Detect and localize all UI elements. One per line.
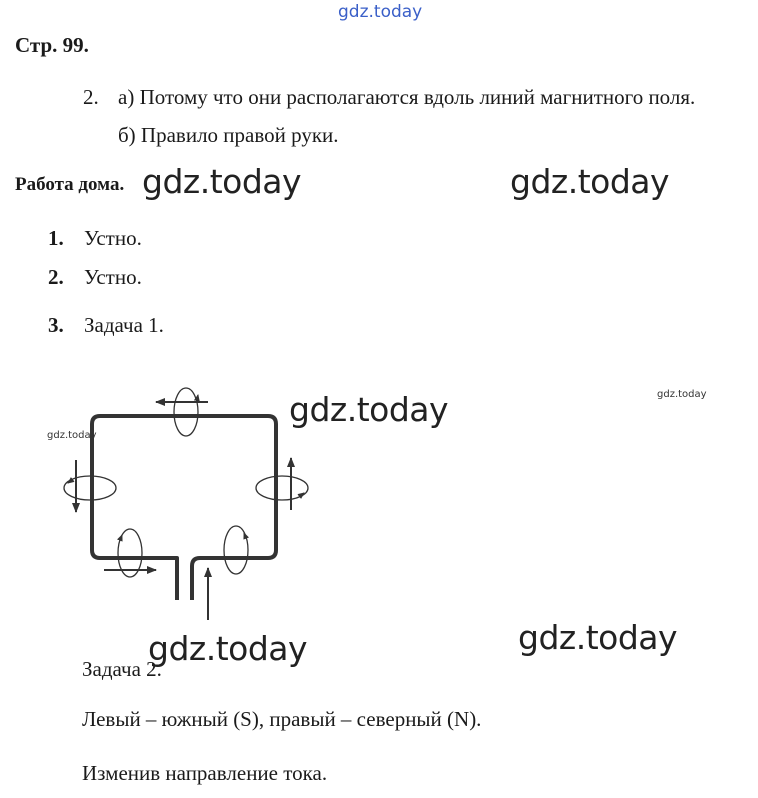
homework-item-3-number: 3.: [48, 313, 64, 337]
conductor-wire: [92, 416, 276, 600]
page-reference: Стр. 99.: [15, 33, 89, 57]
watermark-1: gdz.today: [142, 162, 302, 201]
field-line-top: [174, 388, 198, 436]
watermark-3: gdz.today: [289, 390, 449, 429]
task-2-line-2: Изменив направление тока.: [82, 761, 328, 785]
field-line-right: [256, 476, 308, 500]
task-2-title: Задача 2.: [82, 657, 162, 681]
watermark-top: gdz.today: [338, 2, 423, 22]
homework-item-2-text: Устно.: [84, 265, 142, 289]
answer-2a: а) Потому что они располагаются вдоль линий магнитного поля.: [118, 85, 696, 109]
homework-item-1-number: 1.: [48, 226, 64, 250]
homework-item-2-number: 2.: [48, 265, 64, 289]
watermark-2: gdz.today: [510, 162, 670, 201]
homework-title: Работа дома.: [15, 174, 125, 195]
homework-item-3-text: Задача 1.: [84, 313, 164, 337]
watermark-5: gdz.today: [518, 618, 678, 657]
watermark-small-2: gdz.today: [47, 430, 97, 441]
watermark-4: gdz.today: [148, 629, 308, 668]
watermark-small-1: gdz.today: [657, 389, 707, 400]
task-2-line-1: Левый – южный (S), правый – северный (N).: [82, 707, 482, 731]
answer-2b: б) Правило правой руки.: [118, 123, 339, 147]
answer-2-number: 2.: [83, 85, 99, 109]
homework-item-1-text: Устно.: [84, 226, 142, 250]
